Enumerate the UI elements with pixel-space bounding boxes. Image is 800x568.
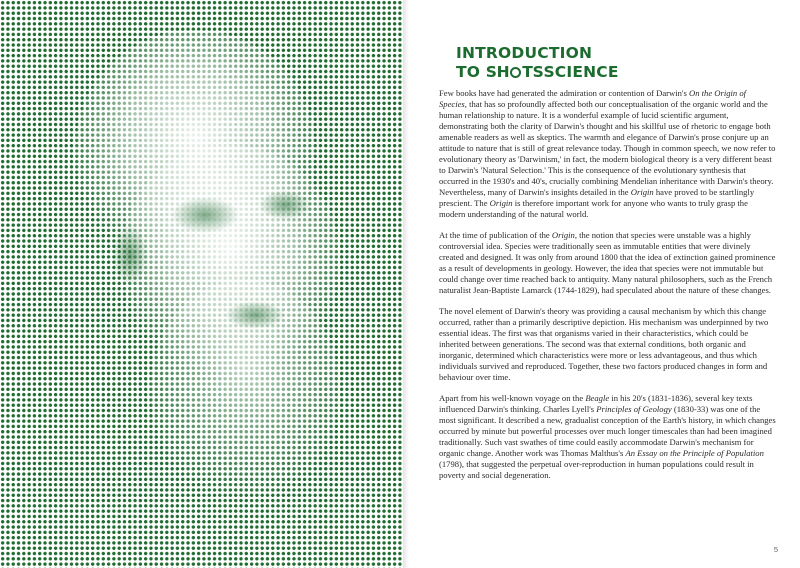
text-run: (1830-33) was one of the most significant. It described a new, gradualist conception of the Earth's history, in which changes occurred by minute but powerful processes over much longer timescales than had been imagined traditionally. Such vast swathes of time could easily accommodate Darwin's mechanism for organic change. Another work was Thomas Malthus's: [439, 404, 776, 458]
italic-title: Principles of Geology: [596, 404, 672, 414]
paragraph-2: [439, 230, 776, 296]
page-number: 5: [773, 545, 778, 554]
italic-title: Origin: [489, 198, 513, 208]
paragraph-3: [439, 306, 776, 383]
text-run: Few books have had generated the admiration or contention of Darwin's: [439, 88, 689, 98]
paragraph-4: [439, 393, 776, 481]
text-run: in his 20's (1831-1836), several key texts influenced Darwin's thinking. Charles Lyell's: [439, 393, 753, 414]
paragraph-1: [439, 88, 776, 220]
text-page: [409, 0, 800, 568]
title-prefix: TO: [456, 63, 486, 81]
brand-letters-start: SH: [485, 63, 510, 81]
title-line-2: [456, 63, 619, 82]
italic-title: Origin: [551, 230, 575, 240]
shots-brand-logo: [486, 63, 544, 82]
title-suffix: SCIENCE: [543, 63, 619, 81]
page-title: [456, 44, 619, 82]
brand-letters-end: TS: [522, 63, 544, 81]
text-run: have proved to be startlingly prescient. The: [439, 187, 755, 208]
text-run: , the notion that species were unstable was a highly controversial idea. Species were traditionally seen as immutable entities that were divinely created and designed. It was only from around 1800 that the idea of extinction gained prominence as a result of developments in geology. However, the idea that species were not immutable but could change over time reached back to antiquity. Many natural philosophers, such as the French naturalist Jean-Baptiste Lamarck (1744-1829), had speculated about the nature of these changes.: [439, 230, 776, 295]
title-line-1: INTRODUCTION: [456, 44, 593, 62]
italic-title: Origin: [630, 187, 654, 197]
text-run: The novel element of Darwin's theory was providing a causal mechanism by which this change occurred, rather than a primarily descriptive depiction. His mechanism was underpinned by two essential ideas. The first was that organisms varied in their characteristics, which could be inherited between generations. The second was that external conditions, both organic and inorganic, determined which characteristics were more or less advantageous, and thus which individuals survived and reproduced. Together, these two factors produced changes in form and behaviour over time.: [439, 306, 769, 382]
text-run: Apart from his well-known voyage on the: [439, 393, 586, 403]
italic-title: An Essay on the Principle of Population: [625, 448, 764, 458]
italic-title: Beagle: [585, 393, 610, 403]
text-run: (1798), that suggested the perpetual over-reproduction in human populations could result in poverty and social degeneration.: [439, 459, 754, 480]
text-run: , that has so profoundly affected both our conceptualisation of the organic world and the human relationship to nature. It is a wonderful example of lucid scientific argument, demonstrating both the clarity of Darwin's thought and his skillful use of rhetoric to engage both amenable readers as well as skeptics. The warmth and elegance of Darwin's prose conjure up an attitude to nature that is still of great relevance today. Though in common speech, we now refer to evolutionary theory as 'Darwinism,' in fact, the modern biological theory is a very different beast to Darwin's 'Natural Selection.' This is the consequence of the evolutionary synthesis that occurred in the 1930's and 40's, crucially combining Mendelian inheritance with Darwin's theory. Nevertheless, many of Darwin's insights detailed in the: [439, 99, 776, 197]
text-run: is therefore important work for anyone who wants to truly grasp the modern understanding of the natural world.: [439, 198, 748, 219]
text-run: At the time of publication of the: [439, 230, 552, 240]
italic-title: On the Origin of Species: [439, 88, 747, 109]
body-text: [439, 88, 776, 491]
brand-o-ring-icon: [510, 67, 521, 78]
